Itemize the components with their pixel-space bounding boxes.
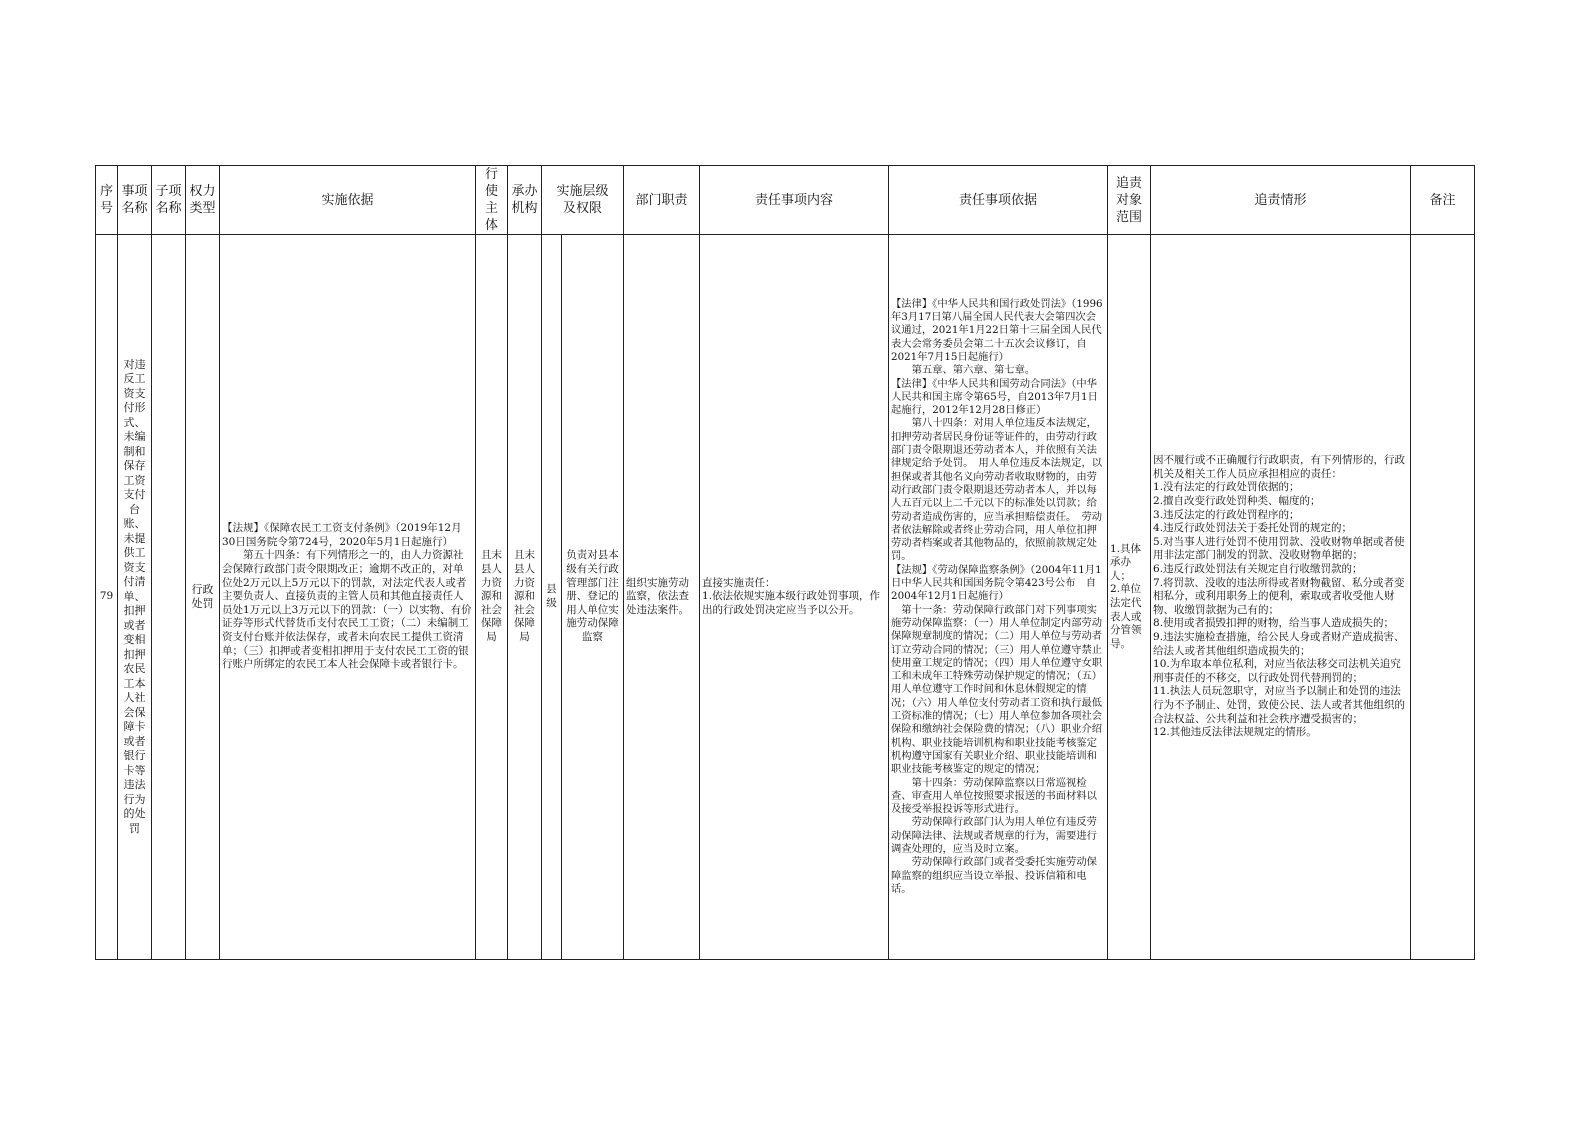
header-agency: 承办机构 [508, 166, 542, 235]
cell-duty: 组织实施劳动监察，依法查处违法案件。 [624, 235, 700, 960]
situation-item: 11.执法人员玩忽职守，对应当予以制止和处罚的违法行为不予制止、处罚，致使公民、法人或者其他组织的合法权益、公共利益和社会秩序遭受损害的； [1153, 685, 1406, 725]
header-basis: 实施依据 [220, 166, 476, 235]
header-resp-basis: 责任事项依据 [889, 166, 1108, 235]
header-seq: 序号 [96, 166, 118, 235]
situation-item: 12.其他违反法律法规规定的情形。 [1153, 726, 1317, 739]
cell-power-type: 行政处罚 [186, 235, 220, 960]
cell-level-authority: 负责对县本级有关行政管理部门注册、登记的用人单位实施劳动保障监察 [562, 235, 624, 960]
situation-item: 8.使用或者损毁扣押的财物，给当事人造成损失的； [1153, 617, 1395, 630]
header-subject: 行使主体 [476, 166, 508, 235]
header-resp-content: 责任事项内容 [700, 166, 889, 235]
header-sub-name: 子项名称 [152, 166, 186, 235]
situation-item: 因不履行或不正确履行行政职责，有下列情形的，行政机关及相关工作人员应承担相应的责任： [1153, 454, 1406, 480]
cell-resp-basis: 【法律】《中华人民共和国行政处罚法》（1996年3月17日第八届全国人民代表大会第四次会议通过，2021年1月22日第十三届全国人民代表大会常务委员会第二十五次会议修订，自2021年7月15日起施行） 第五章、第六章、第七章。 【法律】《中华人民共和国劳动合同法》（中华人民共和国主席令第65号，自2013年7月1日起施行，2012年12月28日修正） 第八十四条：对用人单位违反本法规定，扣押劳动者居民身份证等证件的，由劳动行政部门责令限期退还劳动者本人，并依照有关法律规定给予处罚。 用人单位违反本法规定，以担保或者其他名义向劳动者收取财物的，由劳动行政部门责令限期退还劳动者本人，并以每人五百元以上二千元以下的标准处以罚款；给劳动者造成伤害的，应当承担赔偿责任。 劳动者依法解除或者终止劳动合同，用人单位扣押劳动者档案或者其他物品的，依照前款规定处罚。 【法规】《劳动保障监察条例》（2004年11月1日中华人民共和国国务院令第423号公布 自2004年12月1日起施行） 第十一条：劳动保障行政部门对下列事项实施劳动保障监察：（一）用人单位制定内部劳动保障规章制度的情况；（二）用人单位与劳动者订立劳动合同的情况；（三）用人单位遵守禁止使用童工规定的情况；（四）用人单位遵守女职工和未成年工特殊劳动保护规定的情况；（五）用人单位遵守工作时间和休息休假规定的情况；（六）用人单位支付劳动者工资和执行最低工资标准的情况；（七）用人单位参加各项社会保险和缴纳社会保险费的情况；（八）职业介绍机构、职业技能培训机构和职业技能考核鉴定机构遵守国家有关职业介绍、职业技能培训和职业技能考核鉴定的规定的情况； 第十四条：劳动保障监察以日常巡视检查、审查用人单位按照要求报送的书面材料以及接受举报投诉等形式进行。 劳动保障行政部门认为用人单位有违反劳动保障法律、法规或者规章的行为，需要进行调查处理的，应当及时立案。 劳动保障行政部门或者受委托实施劳动保障监察的组织应当设立举报、投诉信箱和电话。 [889, 235, 1108, 960]
cell-sub-name [152, 235, 186, 960]
header-remark: 备注 [1411, 166, 1475, 235]
situation-item: 6.违反行政处罚法有关规定自行收缴罚款的； [1153, 563, 1363, 576]
cell-agency: 且末县人力资源和社会保障局 [508, 235, 542, 960]
power-list-table [95, 165, 1475, 960]
situation-item: 2.擅自改变行政处罚种类、幅度的； [1153, 495, 1321, 508]
cell-situations [1151, 235, 1411, 960]
header-scope: 追责对象范围 [1108, 166, 1151, 235]
header-duty: 部门职责 [624, 166, 700, 235]
cell-resp-content: 直接实施责任： 1.依法依规实施本级行政处罚事项，作出的行政处罚决定应当予以公开。 [700, 235, 889, 960]
situation-item: 1.没有法定的行政处罚依据的； [1153, 481, 1300, 494]
situation-item: 5.对当事人进行处罚不使用罚款、没收财物单据或者使用非法定部门制发的罚款、没收财物单据的； [1153, 535, 1405, 562]
header-row [96, 166, 1475, 235]
header-item-name: 事项名称 [118, 166, 152, 235]
situation-item: 10.为牟取本单位私利，对应当依法移交司法机关追究刑事责任的不移交，以行政处罚代替刑罚的； [1153, 658, 1401, 684]
cell-level: 县级 [542, 235, 562, 960]
situation-item: 3.违反法定的行政处罚程序的； [1153, 508, 1300, 521]
cell-remark [1411, 235, 1475, 960]
header-situations: 追责情形 [1151, 166, 1411, 235]
table-row [96, 235, 1475, 960]
situation-item: 7.将罚款、没收的违法所得或者财物截留、私分或者变相私分，或利用职务上的便利，索取或者收受他人财物、收缴罚款据为己有的； [1153, 576, 1405, 616]
cell-seq: 79 [96, 235, 118, 960]
header-level: 实施层级及权限 [542, 166, 624, 235]
cell-scope: 1.具体承办人； 2.单位法定代表人或分管领导。 [1108, 235, 1151, 960]
header-power-type: 权力类型 [186, 166, 220, 235]
cell-basis: 【法规】《保障农民工工资支付条例》（2019年12月30日国务院令第724号，2020年5月1日起施行） 第五十四条：有下列情形之一的，由人力资源社会保障行政部门责令限期改正；逾期不改正的，对单位处2万元以上5万元以下的罚款，对法定代表人或者主要负责人、直接负责的主管人员和其他直接责任人员处1万元以上3万元以下的罚款：（一）以实物、有价证券等形式代替货币支付农民工工资；（二）未编制工资支付台账并依法保存，或者未向农民工提供工资清单；（三）扣押或者变相扣押用于支付农民工工资的银行账户所绑定的农民工本人社会保障卡或者银行卡。 [220, 235, 476, 960]
situation-item: 9.违法实施检查措施，给公民人身或者财产造成损害、给法人或者其他组织造成损失的； [1153, 630, 1405, 657]
cell-subject: 且末县人力资源和社会保障局 [476, 235, 508, 960]
cell-item-name: 对违反工资支付形式、未编制和保存工资支付台账、未提供工资支付清单、扣押或者变相扣押农民工本人社会保障卡或者银行卡等违法行为的处罚 [118, 235, 152, 960]
situation-item: 4.违反行政处罚法关于委托处罚的规定的； [1153, 522, 1353, 535]
